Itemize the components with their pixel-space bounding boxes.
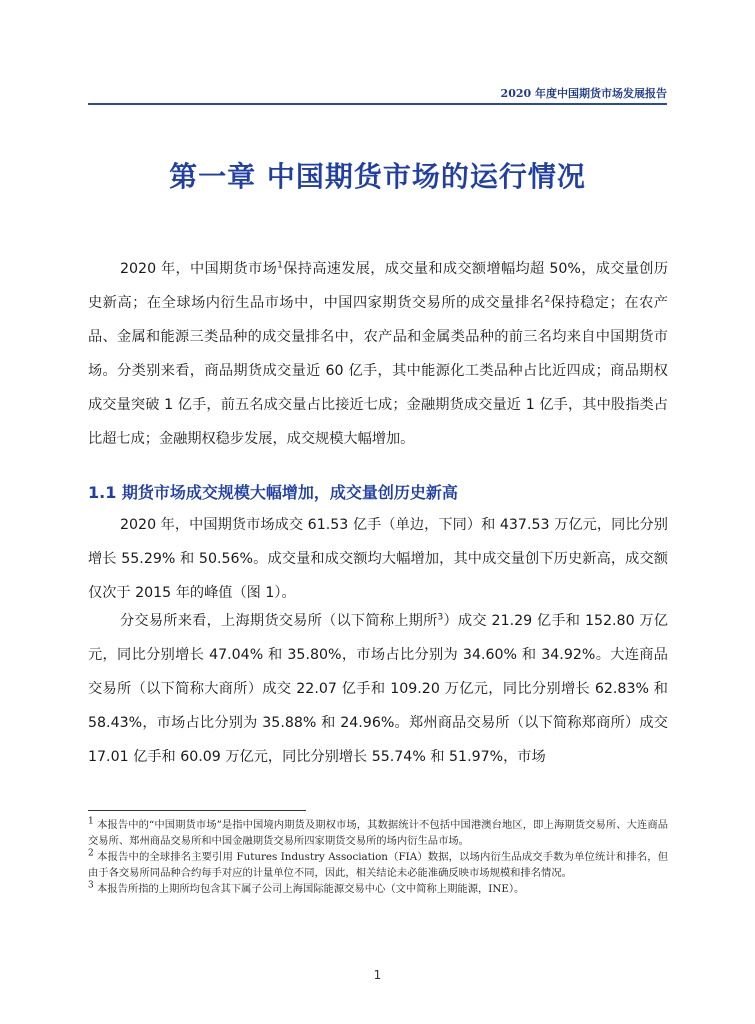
intro-text-3: 保持稳定；在农产品、金属和能源三类品种的成交量排名中，农产品和金属类品种的前三名均来自中国期货市场。分类别来看，商品期货成交量近 60 亿手，其中能源化工类品种占比近四成；商品期权成交量突破 1 亿手，前五名成交量占比接近七成；金融期货成交量近 1 亿手，其中股指类占比超七成；金融期权稳步发展，成交规模大幅增加。 <box>88 295 668 447</box>
footnote-number: 1 <box>88 816 94 827</box>
footnote-rule <box>88 810 306 811</box>
footnote-1 <box>88 817 668 849</box>
intro-text-2: 保持高速发展，成交量和成交额增幅均超 50%，成交量创历史新高；在全球场内衍生品市场中，中国四家期货交易所的成交量排名 <box>88 261 669 311</box>
section-paragraph-1: 2020 年，中国期货市场成交 61.53 亿手（单边，下同）和 437.53 万亿元，同比分别增长 55.29% 和 50.56%。成交量和成交额均大幅增加，其中成交量创下历史新高，成交额仅次于 2015 年的峰值（图 1）。 <box>88 517 668 601</box>
intro-paragraph <box>88 252 668 456</box>
footnote-text: 本报告中的“中国期货市场”是指中国境内期货及期权市场，其数据统计不包括中国港澳台地区，即上海期货交易所、大连商品交易所、郑州商品交易所和中国金融期货交易所四家期货交易所的场内衍生品市场。 <box>88 819 668 847</box>
footnote-ref-1: 1 <box>277 260 283 271</box>
header-rule <box>88 103 667 105</box>
running-header: 2020 年度中国期货市场发展报告 <box>500 87 667 100</box>
footnote-ref-2: 2 <box>544 294 551 305</box>
footnote-number: 3 <box>88 880 94 891</box>
page-number: 1 <box>373 968 382 982</box>
section-paragraph-2-text-1: 分交易所来看，上海期货交易所（以下简称上期所 <box>120 613 438 629</box>
section-heading: 1.1 期货市场成交规模大幅增加，成交量创历史新高 <box>88 483 458 502</box>
footnote-text: 本报告中的全球排名主要引用 Futures Industry Association（FIA）数据，以场内衍生品成交手数为单位统计和排名，但由于各交易所同品种合约每手对应的计量单位不同，因此，相关结论未必能准确反映市场规模和排名情况。 <box>88 851 668 879</box>
footnote-3 <box>88 881 668 897</box>
section-paragraph-2-text-2: ）成交 21.29 亿手和 152.80 万亿元，同比分别增长 47.04% 和 35.80%，市场占比分别为 34.60% 和 34.92%。大连商品交易所（以下简称大商所）成交 22.07 亿手和 109.20 万亿元，同比分别增长 62.83% 和 58.43%，市场占比分别为 35.88% 和 24.96%。郑州商品交易所（以下简称郑商所）成交 17.01 亿手和 60.09 万亿元，同比分别增长 55.74% 和 51.97%，市场 <box>88 613 668 765</box>
footnote-number: 2 <box>88 848 94 859</box>
chapter-title: 第一章 中国期货市场的运行情况 <box>169 160 586 193</box>
intro-text-1: 2020 年，中国期货市场 <box>120 261 278 277</box>
footnotes <box>88 817 668 897</box>
section-paragraph-2 <box>88 604 668 774</box>
footnote-text: 本报告所指的上期所均包含其下属子公司上海国际能源交易中心（文中简称上期能源，INE）。 <box>97 883 525 895</box>
footnote-2 <box>88 849 668 881</box>
footnote-ref-3: 3 <box>437 612 444 623</box>
